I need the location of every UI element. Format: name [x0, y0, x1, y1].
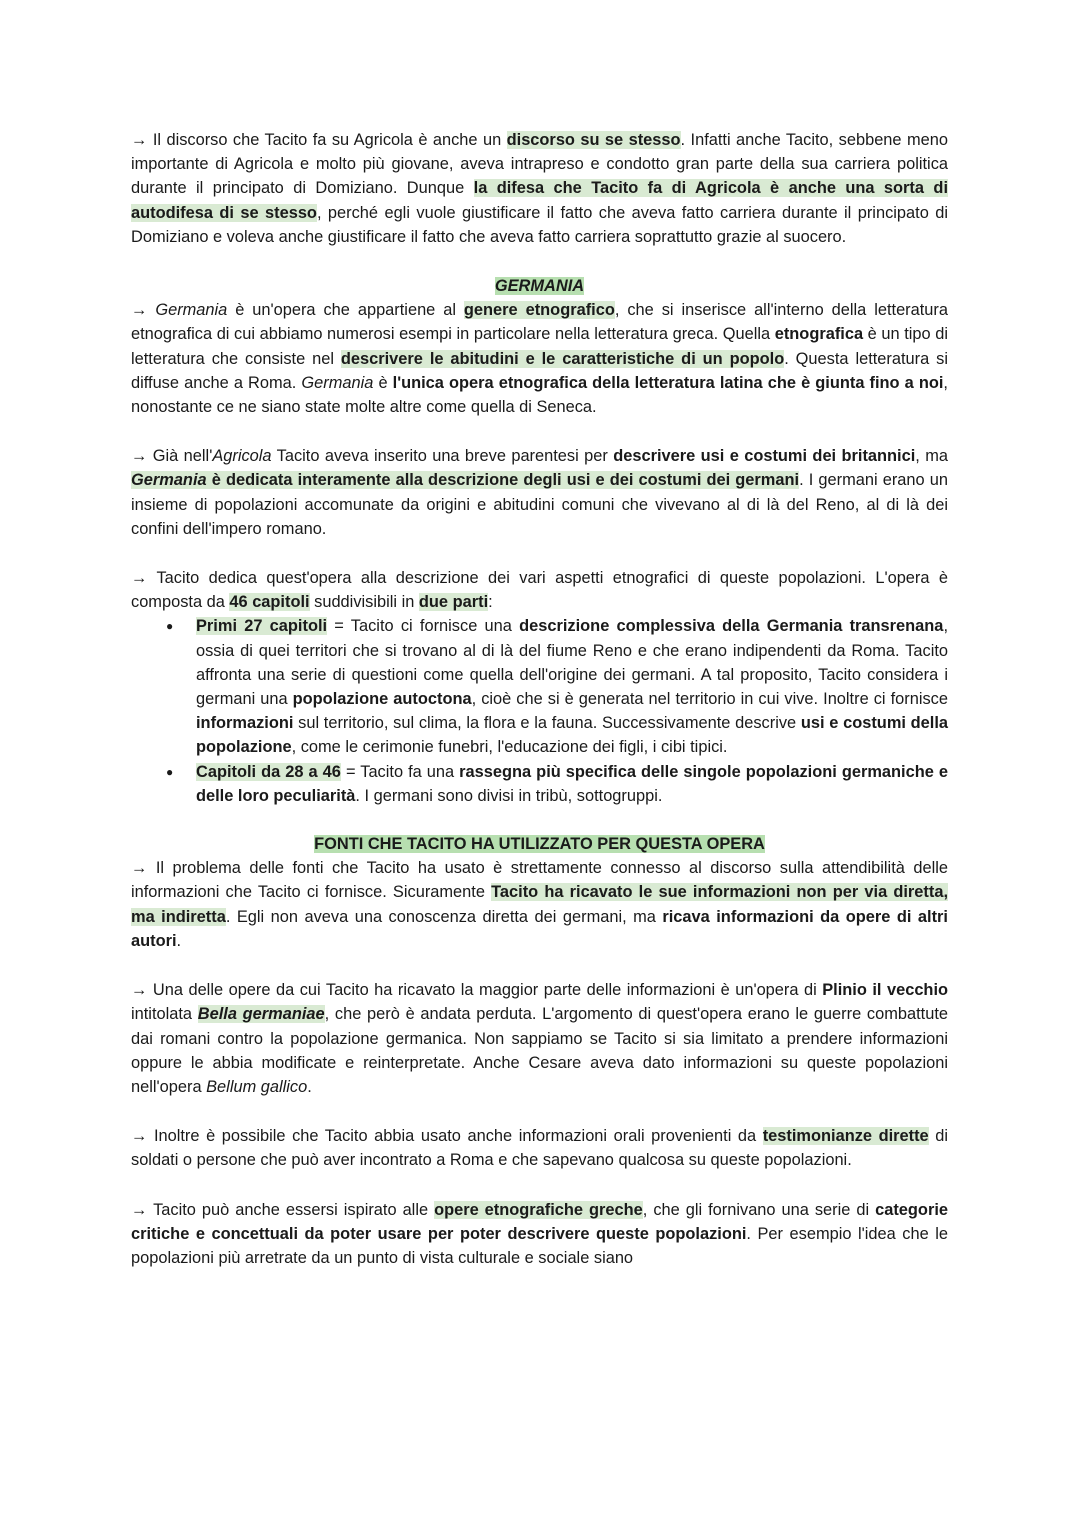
section-heading-germania: GERMANIA	[494, 277, 585, 296]
highlight: la difesa che Tacito fa di Agricola è anche una sorta di autodifesa di se stesso	[131, 179, 948, 222]
paragraph-genere-etnografico: → Germania è un'opera che appartiene al genere etnografico, che si inserisce all'interno della letteratura etnografica di cui abbiamo numerosi esempi in particolare nella letteratura greca. Quella etnografica è un tipo di letteratura che consiste nel descrivere le abitudini e le caratteristiche di un popolo. Questa letteratura si diffuse anche a Roma. Germania è l'unica opera etnografica della letteratura latina che è giunta fino a noi, nonostante ce ne siano state molte altre come quella di Seneca.	[131, 301, 948, 417]
paragraph-agricola-britannici: → Già nell'Agricola Tacito aveva inserito una breve parentesi per descrivere usi e costumi dei britannici, ma Germania è dedicata interamente alla descrizione degli usi e dei costumi dei germani. I germani erano un insieme di popolazioni accomunate da origini e abitudini comuni che vivevano al di là del Reno, al di là dei confini dell'impero romano.	[131, 447, 948, 538]
highlight: Primi 27 capitoli	[196, 617, 328, 636]
highlight: discorso su se stesso	[506, 131, 681, 149]
highlight: testimonianze dirette	[762, 1127, 929, 1146]
document-page	[131, 128, 948, 1270]
parts-list	[131, 614, 948, 808]
highlight: opere etnografiche greche	[434, 1200, 643, 1219]
highlight: descrivere le abitudini e le caratteristiche di un popolo	[340, 349, 785, 368]
highlight: genere etnografico	[463, 301, 615, 320]
paragraph-plinio: → Una delle opere da cui Tacito ha ricavato la maggior parte delle informazioni è un'opera di Plinio il vecchio intitolata Bella germaniae, che però è andata perduta. L'argomento di quest'opera erano le guerre combattute dai romani contro la popolazione germanica. Non sappiamo se Tacito si sia limitato a prendere informazioni oppure le abbia modificate e reinterpretate. Anche Cesare aveva dato informazioni su queste popolazioni nell'opera Bellum gallico.	[131, 981, 949, 1096]
highlight: 46 capitoli	[229, 593, 310, 612]
paragraph-struttura-opera: → Tacito dedica quest'opera alla descrizione dei vari aspetti etnografici di queste popolazioni. L'opera è composta da 46 capitoli suddivisibili in due parti:	[131, 569, 948, 612]
highlight: due parti	[418, 593, 489, 612]
highlight: Capitoli da 28 a 46	[196, 762, 341, 781]
list-item: ● Primi 27 capitoli = Tacito ci fornisce una descrizione complessiva della Germania transrenana, ossia di quei territori che si trovano al di là del fiume Reno e che erano indipendenti da Roma. Tacito affronta una serie di questioni come quella dell'origine dei germani. A tal proposito, Tacito considera i germani una popolazione autoctona, cioè che si è generata nel territorio in cui vive. Inoltre ci fornisce informazioni sul territorio, sul clima, la flora e la fauna. Successivamente descrive usi e costumi della popolazione, come le cerimonie funebri, l'educazione dei figli, i cibi tipici.	[196, 614, 948, 759]
highlight: Bella germaniae	[197, 1005, 325, 1024]
paragraph-agricola-self-defense: → Il discorso che Tacito fa su Agricola è anche un discorso su se stesso. Infatti anche Tacito, sebbene meno importante di Agricola e molto più giovane, aveva intrapreso e condotto gran parte della sua carriera politica durante il principato di Domiziano. Dunque la difesa che Tacito fa di Agricola è anche una sorta di autodifesa di se stesso, perché egli vuole giustificare il fatto che aveva fatto carriera durante il principato di Domiziano e voleva anche giustificare il fatto che aveva fatto carriera soprattutto grazie al suocero.	[131, 131, 948, 246]
highlight: Germania è dedicata interamente alla descrizione degli usi e dei costumi dei germani	[131, 471, 800, 490]
paragraph-opere-greche: → Tacito può anche essersi ispirato alle opere etnografiche greche, che gli fornivano una serie di categorie critiche e concettuali da poter usare per poter descrivere queste popolazioni. Per esempio l'idea che le popolazioni più arretrate da un punto di vista culturale e sociale siano	[131, 1200, 948, 1267]
list-item: ● Capitoli da 28 a 46 = Tacito fa una rassegna più specifica delle singole popolazioni germaniche e delle loro peculiarità. I germani sono divisi in tribù, sottogruppi.	[196, 760, 948, 808]
paragraph-testimonianze: → Inoltre è possibile che Tacito abbia usato anche informazioni orali provenienti da testimonianze dirette di soldati o persone che può aver incontrato a Roma e che sapevano qualcosa su queste popolazioni.	[131, 1127, 948, 1170]
highlight: Tacito ha ricavato le sue informazioni non per via diretta, ma indiretta	[131, 883, 948, 926]
paragraph-fonti-indirette: → Il problema delle fonti che Tacito ha usato è strettamente connesso al discorso sulla attendibilità delle informazioni che Tacito ci fornisce. Sicuramente Tacito ha ricavato le sue informazioni non per via diretta, ma indiretta. Egli non aveva una conoscenza diretta dei germani, ma ricava informazioni da opere di altri autori.	[131, 859, 948, 950]
section-heading-fonti: FONTI CHE TACITO HA UTILIZZATO PER QUESTA OPERA	[314, 835, 765, 854]
